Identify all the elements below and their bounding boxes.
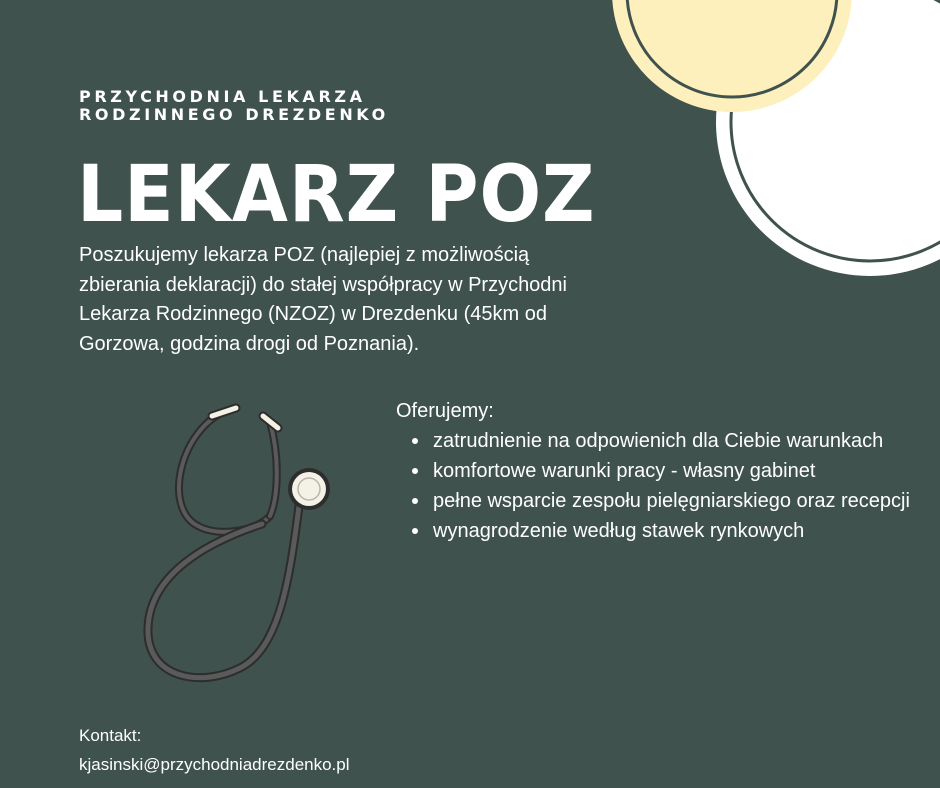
- offer-section: [396, 396, 916, 546]
- clinic-name-line-2: RODZINNEGO DREZDENKO: [79, 105, 389, 124]
- offer-item: pełne wsparcie zespołu pielęgniarskiego oraz recepcji: [433, 486, 916, 516]
- offer-item: wynagrodzenie według stawek rynkowych: [433, 516, 916, 546]
- contact-section: [79, 721, 350, 779]
- clinic-name: [79, 88, 419, 124]
- stethoscope-icon: [140, 398, 340, 698]
- offer-heading: Oferujemy:: [396, 400, 494, 422]
- page-title: LEKARZ POZ: [77, 150, 596, 240]
- intro-paragraph: Poszukujemy lekarza POZ (najlepiej z możliwością zbierania deklaracji) do stałej współpracy w Przychodni Lekarza Rodzinnego (NZOZ) w Drezdenku (45km od Gorzowa, godzina drogi od Poznania).: [79, 244, 567, 355]
- offer-list: [396, 426, 916, 546]
- offer-item: zatrudnienie na odpowienich dla Ciebie warunkach: [433, 426, 916, 456]
- offer-item: komfortowe warunki pracy - własny gabinet: [433, 456, 916, 486]
- clinic-name-line-1: PRZYCHODNIA LEKARZA: [79, 87, 366, 106]
- contact-label: Kontakt:: [79, 726, 142, 745]
- contact-email[interactable]: kjasinski@przychodniadrezdenko.pl: [79, 755, 350, 774]
